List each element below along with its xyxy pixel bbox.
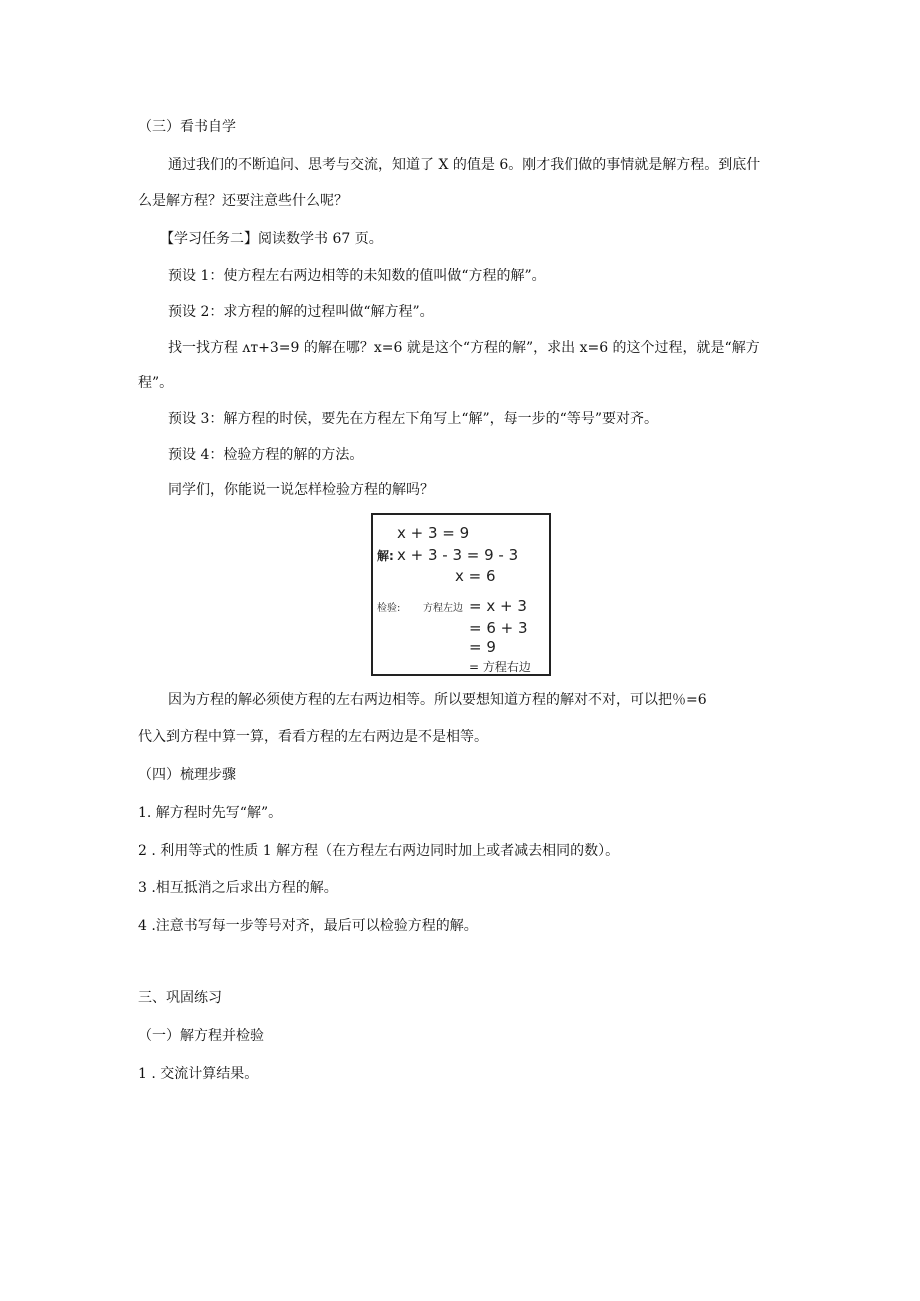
paragraph-intro-line-2: 么是解方程？还要注意些什么呢？: [138, 193, 348, 209]
reason-line-1: 因为方程的解必须使方程的左右两边相等。所以要想知道方程的解对不对，可以把％=6: [168, 692, 707, 708]
hand-check-label: 检验:: [377, 603, 401, 614]
sub-heading-solve-and-check: （一）解方程并检验: [138, 1028, 264, 1044]
hand-check-1: = x + 3: [469, 597, 527, 615]
section-heading-steps: （四）梳理步骤: [138, 767, 236, 783]
preset-2: 预设 2：求方程的解的过程叫做“解方程”。: [168, 304, 434, 320]
step-item-1: 1. 解方程时先写“解”。: [138, 805, 283, 821]
practice-item-1: 1 . 交流计算结果。: [138, 1066, 259, 1082]
step-item-2: 2 . 利用等式的性质 1 解方程（在方程左右两边同时加上或者减去相同的数）。: [138, 843, 620, 859]
part-heading-practice: 三、巩固练习: [138, 990, 222, 1006]
step-item-4: 4 .注意书写每一步等号对齐，最后可以检验方程的解。: [138, 918, 478, 934]
hand-check-left: 方程左边: [423, 603, 463, 614]
find-solution-line-2: 程”。: [138, 375, 174, 391]
preset-1: 预设 1：使方程左右两边相等的未知数的值叫做“方程的解”。: [168, 268, 546, 284]
hand-check-2: = 6 + 3: [469, 619, 528, 637]
preset-4: 预设 4：检验方程的解的方法。: [168, 447, 364, 463]
step-item-3: 3 .相互抵消之后求出方程的解。: [138, 880, 338, 896]
section-heading-self-study: （三）看书自学: [138, 119, 236, 135]
question-how-to-check: 同学们，你能说一说怎样检验方程的解吗？: [168, 482, 434, 498]
hand-equation: x + 3 = 9: [397, 524, 470, 542]
reason-line-2: 代入到方程中算一算，看看方程的左右两边是不是相等。: [138, 729, 488, 745]
hand-step-2: x = 6: [455, 567, 496, 585]
hand-solve-label: 解:: [377, 549, 394, 563]
learning-task-two: 【学习任务二】阅读数学书 67 页。: [160, 231, 383, 247]
hand-check-4: = 方程右边: [469, 660, 531, 674]
preset-3: 预设 3：解方程的时侯，要先在方程左下角写上“解”，每一步的“等号”要对齐。: [168, 411, 658, 427]
find-solution-line-1: 找一找方程 ʌт+3=9 的解在哪？x=6 就是这个“方程的解”，求出 x=6 的这个过程，就是“解方: [168, 340, 760, 356]
handwritten-solution-image: [371, 513, 551, 676]
paragraph-intro-line-1: 通过我们的不断追问、思考与交流，知道了 X 的值是 6。刚才我们做的事情就是解方程。到底什: [168, 157, 761, 173]
hand-check-3: = 9: [469, 638, 496, 656]
hand-step-1: x + 3 - 3 = 9 - 3: [397, 546, 519, 564]
